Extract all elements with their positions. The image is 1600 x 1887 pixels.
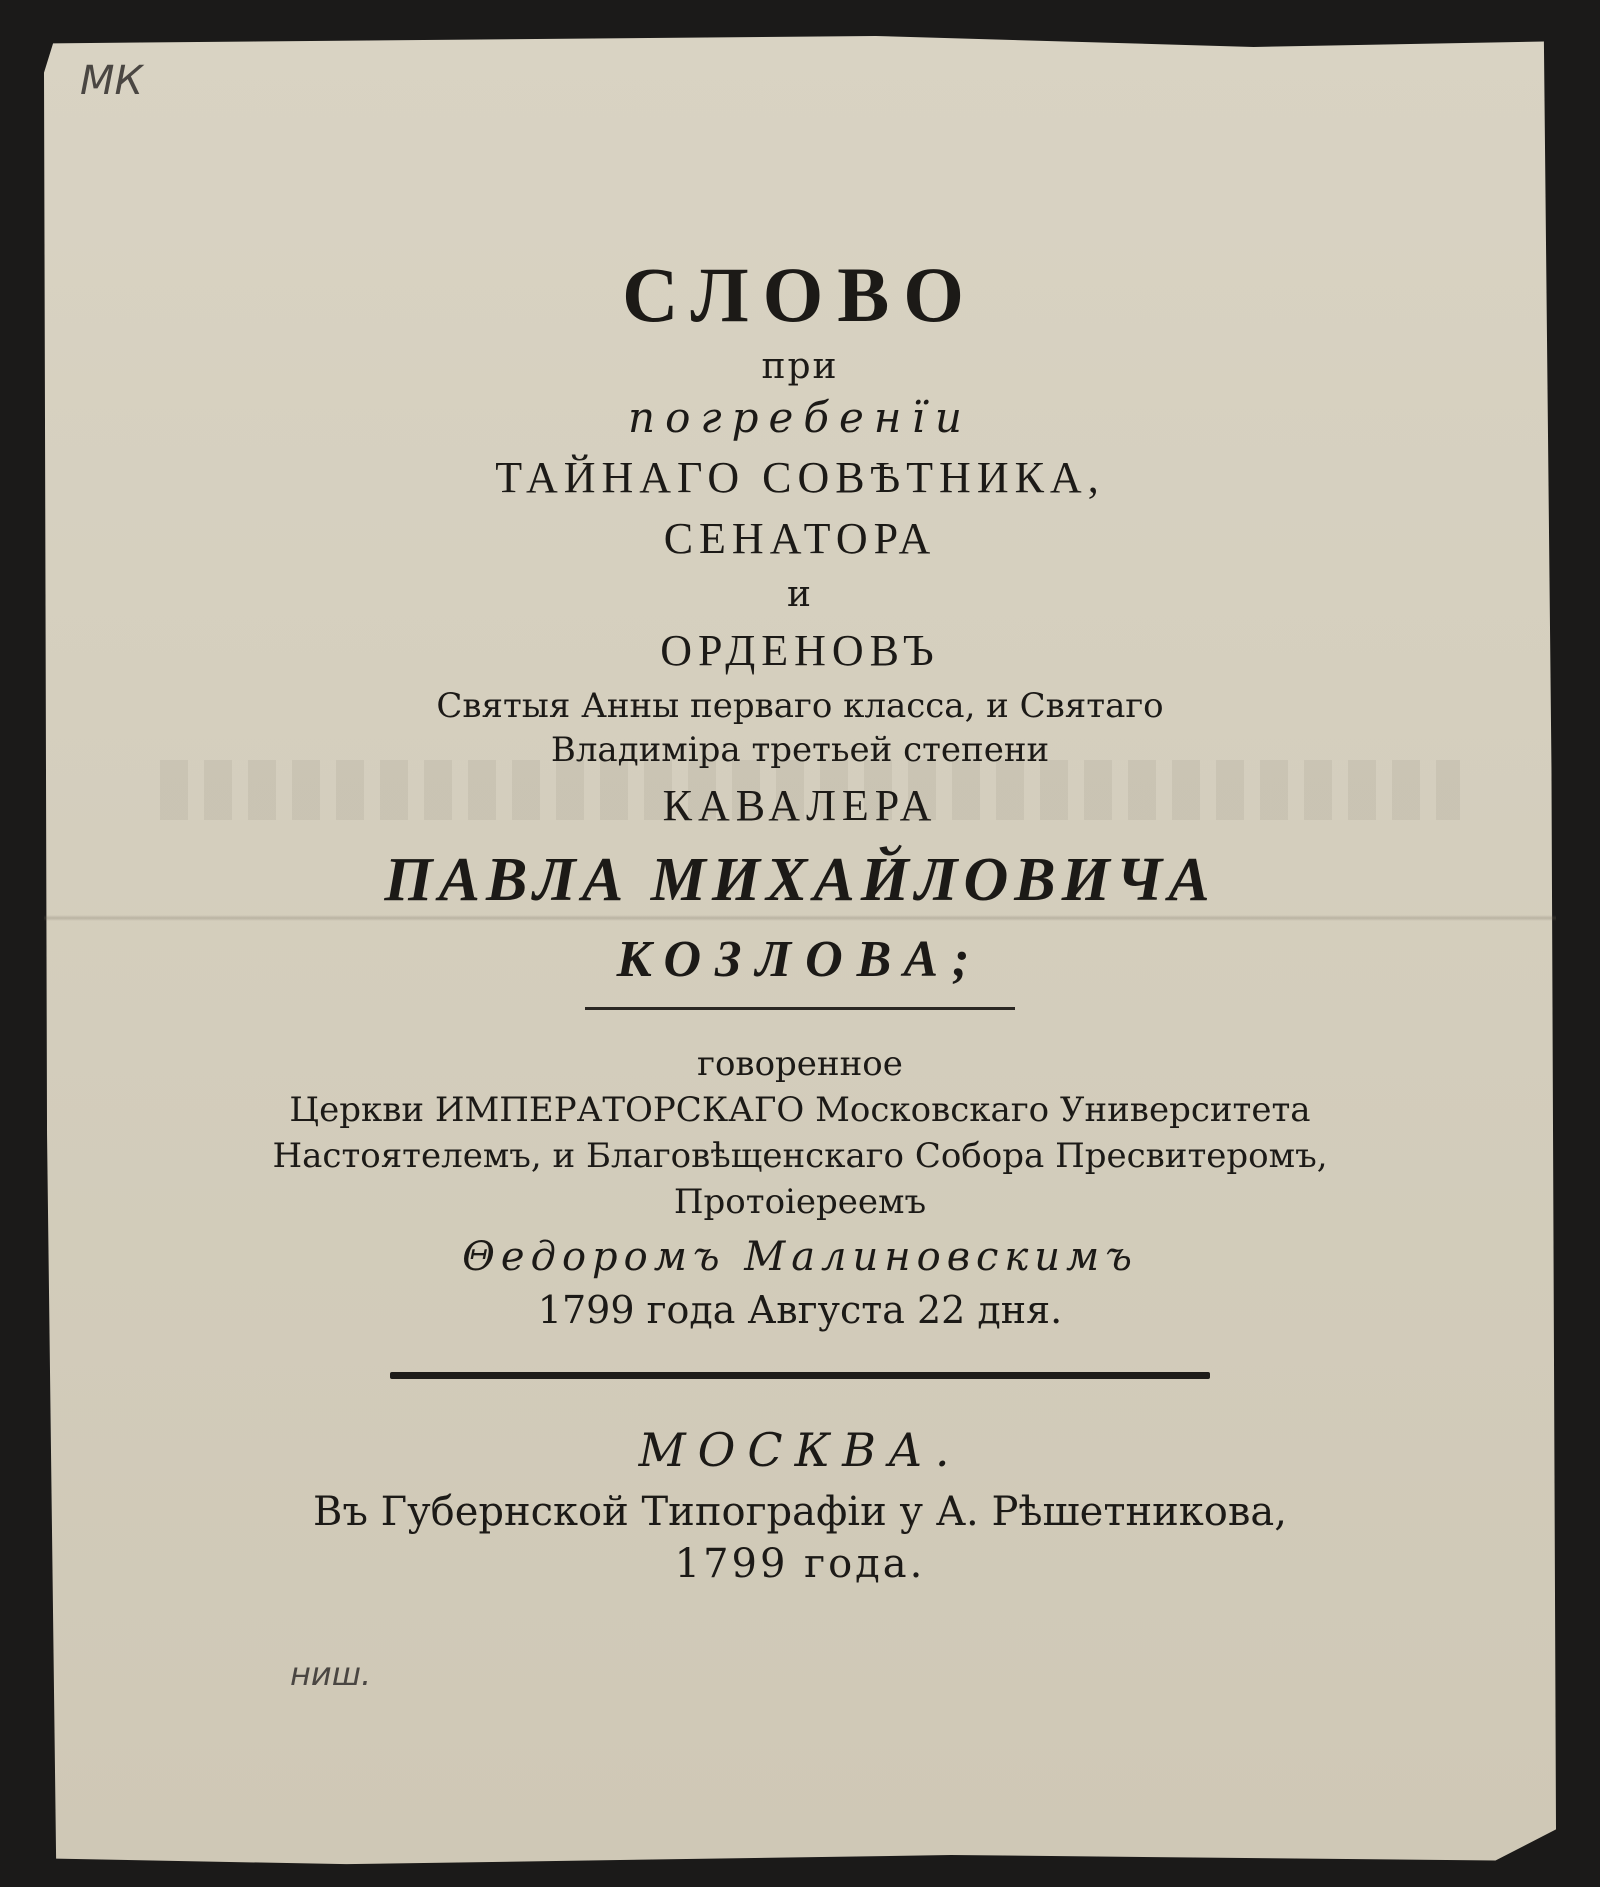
thin-divider-rule bbox=[585, 1007, 1015, 1010]
line-press: Въ Губернской Типографiи у А. Рѣшетникова, bbox=[313, 1489, 1287, 1535]
line-orders-2: Владимiра третьей степени bbox=[550, 730, 1050, 770]
line-surname: КОЗЛОВА; bbox=[616, 931, 984, 988]
line-city: МОСКВА. bbox=[638, 1423, 962, 1477]
line-pogrebenii: погребенїи bbox=[628, 393, 972, 442]
line-author: Θедоромъ Малиновскимъ bbox=[462, 1234, 1138, 1280]
line-govorennoe: говоренное bbox=[697, 1044, 903, 1084]
document-title: СЛОВО bbox=[622, 251, 978, 338]
line-i: и bbox=[787, 574, 813, 615]
line-pri: при bbox=[761, 346, 839, 387]
title-page-text bbox=[44, 250, 1556, 1593]
line-ordenov: ОРДЕНОВЪ bbox=[660, 626, 940, 675]
handwritten-note-bottom: ниш. bbox=[290, 1655, 372, 1693]
line-protoiereem: Протоіереемъ bbox=[673, 1182, 927, 1222]
line-orders-1: Святыя Анны перваго класса, и Святаго bbox=[436, 686, 1164, 726]
line-church: Церкви ИМПЕРАТОРСКАГО Московскаго Университета bbox=[289, 1090, 1311, 1130]
line-date: 1799 года Августа 22 дня. bbox=[537, 1288, 1063, 1332]
thick-divider-rule bbox=[390, 1372, 1210, 1379]
line-name: ПАВЛА МИХАЙЛОВИЧА bbox=[384, 846, 1216, 914]
line-senatora: СЕНАТОРА bbox=[663, 514, 937, 563]
line-nastoyatel: Настоятелемъ, и Благовѣщенскаго Собора Пресвитеромъ, bbox=[272, 1136, 1328, 1176]
handwritten-note-top: МК bbox=[80, 58, 143, 104]
line-year: 1799 года. bbox=[674, 1541, 926, 1587]
line-tainago: ТАЙНАГО СОВѢТНИКА, bbox=[495, 453, 1105, 502]
line-kavalera: КАВАЛЕРА bbox=[662, 781, 938, 830]
